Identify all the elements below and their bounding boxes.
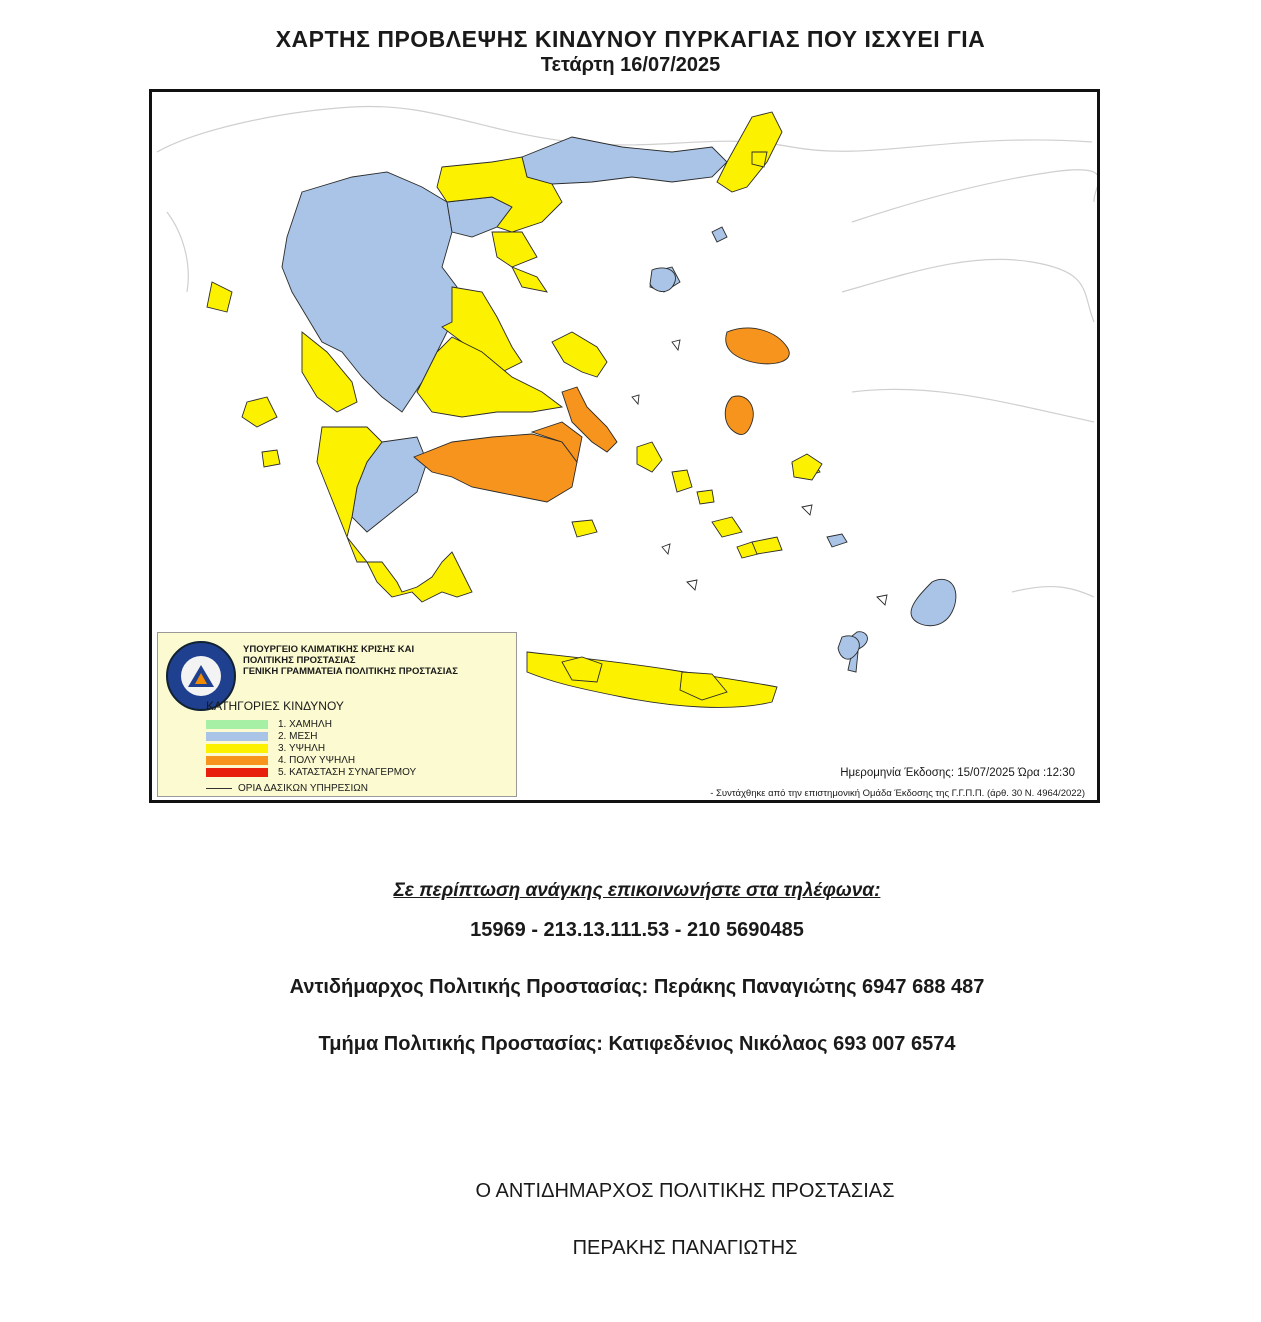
- risk-category-low: 1. ΧΑΜΗΛΗ: [206, 719, 332, 731]
- risk-category-very-high: 4. ΠΟΛΥ ΥΨΗΛΗ: [206, 755, 355, 767]
- emergency-title: Σε περίπτωση ανάγκης επικοινωνήστε στα τηλέφωνα:: [393, 880, 881, 901]
- signature-name: ΠΕΡΑΚΗΣ ΠΑΝΑΓΙΩΤΗΣ: [572, 1237, 798, 1259]
- ministry-line-3: ΓΕΝΙΚΗ ΓΡΑΜΜΑΤΕΙΑ ΠΟΛΙΤΙΚΗΣ ΠΡΟΣΤΑΣΙΑΣ: [243, 666, 458, 677]
- region-islands-medium: [650, 268, 859, 659]
- ministry-line-1: ΥΠΟΥΡΓΕΙΟ ΚΛΙΜΑΤΙΚΗΣ ΚΡΙΣΗΣ ΚΑΙ: [243, 644, 415, 655]
- risk-category-alert: 5. ΚΑΤΑΣΤΑΣΗ ΣΥΝΑΓΕΡΜΟΥ: [206, 767, 416, 779]
- signature-title: Ο ΑΝΤΙΔΗΜΑΡΧΟΣ ΠΟΛΙΤΙΚΗΣ ΠΡΟΣΤΑΣΙΑΣ: [475, 1180, 895, 1202]
- issue-date: Ημερομηνία Έκδοσης: 15/07/2025 Ώρα :12:30: [840, 767, 1075, 779]
- deputy-mayor-contact: Αντιδήμαρχος Πολιτικής Προστασίας: Περάκης Παναγιώτης 6947 688 487: [289, 976, 985, 998]
- forest-service-boundaries: ΟΡΙΑ ΔΑΣΙΚΩΝ ΥΠΗΡΕΣΙΩΝ: [206, 783, 368, 794]
- department-contact: Τμήμα Πολιτικής Προστασίας: Κατιφεδένιος Νικόλαος 693 007 6574: [318, 1033, 956, 1055]
- compiled-note: - Συντάχθηκε από την επιστημονική Ομάδα Έκδοσης της Γ.Γ.Π.Π. (άρθ. 30 Ν. 4964/2022): [710, 788, 1085, 799]
- map-date-subtitle: Τετάρτη 16/07/2025: [540, 54, 721, 76]
- map-title: ΧΑΡΤΗΣ ΠΡΟΒΛΕΨΗΣ ΚΙΝΔΥΝΟΥ ΠΥΡΚΑΓΙΑΣ ΠΟΥ ΙΣΧΥΕΙ ΓΙΑ: [275, 26, 986, 52]
- swatch-low: [206, 720, 268, 729]
- swatch-medium: [206, 732, 268, 741]
- map-legend: [157, 632, 517, 797]
- small-islands: [632, 340, 887, 605]
- ministry-line-2: ΠΟΛΙΤΙΚΗΣ ΠΡΟΣΤΑΣΙΑΣ: [243, 655, 356, 666]
- risk-category-medium: 2. ΜΕΣΗ: [206, 731, 318, 743]
- swatch-very-high: [206, 756, 268, 765]
- region-medium-risk: [282, 137, 956, 672]
- risk-categories-title: ΚΑΤΗΓΟΡΙΕΣ ΚΙΝΔΥΝΟΥ: [206, 699, 344, 713]
- fire-risk-map: [149, 89, 1100, 803]
- swatch-alert: [206, 768, 268, 777]
- emergency-phones: 15969 - 213.13.111.53 - 210 5690485: [470, 919, 804, 941]
- ministry-name: [243, 644, 458, 677]
- risk-category-high: 3. ΥΨΗΛΗ: [206, 743, 325, 755]
- neighbour-borders: [157, 106, 1097, 597]
- swatch-high: [206, 744, 268, 753]
